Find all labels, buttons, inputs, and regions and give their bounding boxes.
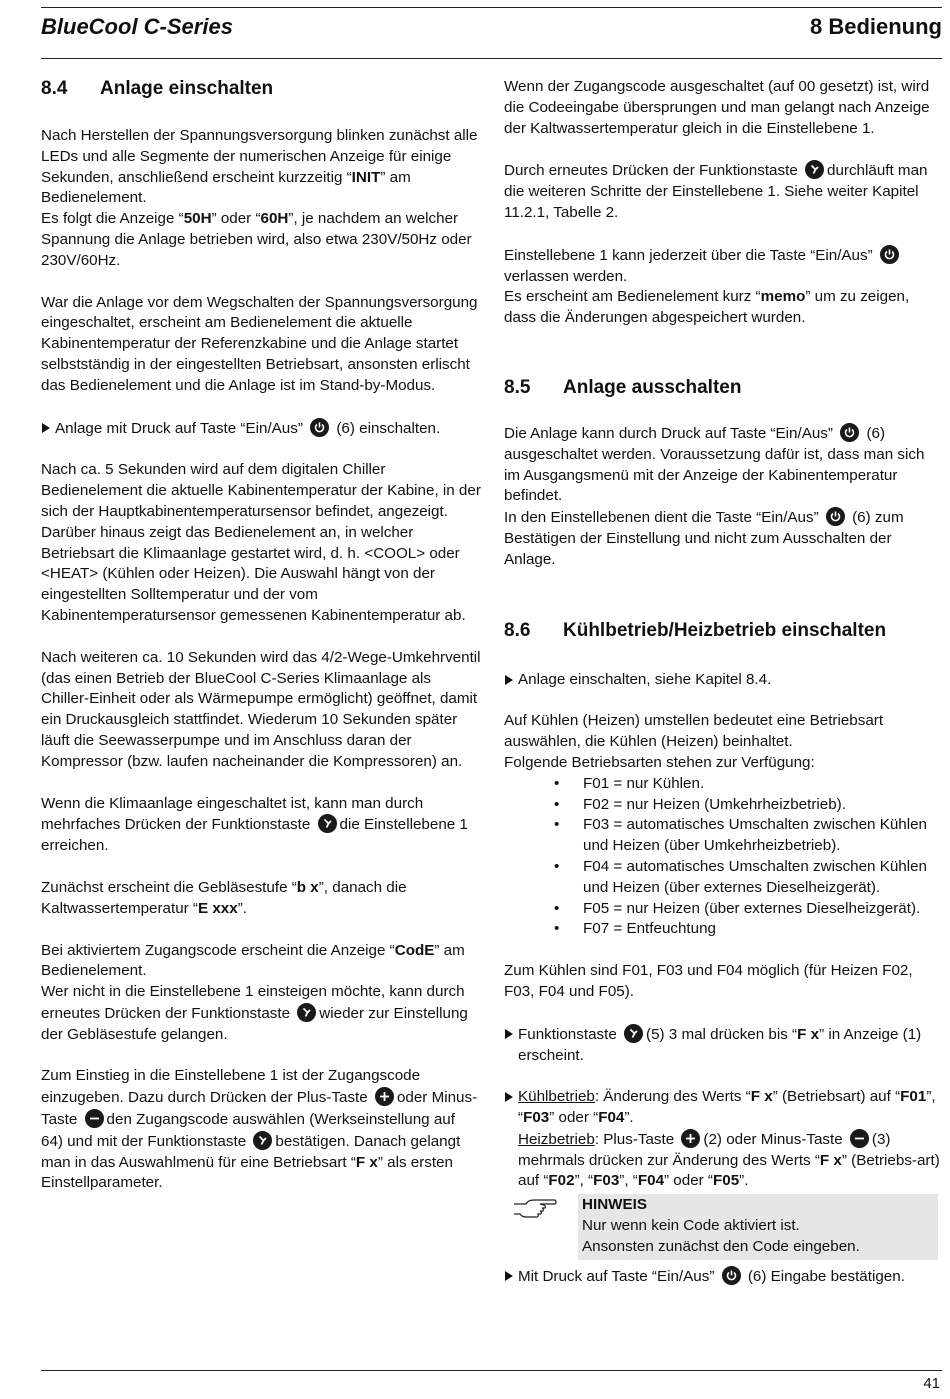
- power-button-icon: [840, 423, 859, 442]
- paragraph: Folgende Betriebsarten stehen zur Verfügung:: [504, 753, 815, 771]
- plus-key-icon: [375, 1087, 394, 1106]
- paragraph: Die Anlage kann durch Druck auf Taste “Ein/Aus” (6) ausgeschaltet werden. Voraussetzung dafür ist, dass man sich im Ausgangsmenü mit der Anzeige der Kabinentemperatur befindet.: [504, 424, 925, 505]
- section-8-5-heading: 8.5 Anlage ausschalten: [504, 376, 742, 398]
- paragraph: Nach weiteren ca. 10 Sekunden wird das 4/2-Wege-Umkehrventil (das einen Betrieb der BlueCool C-Series Klimaanlage als Chiller-Einheit oder als Wärmepumpe ermöglicht) geöffnet, damit ein Druckausgleich stattfindet. Wiederum 10 Sekunden später läuft die Seewasserpumpe und im Anschluss daran der Kompressor (bzw. laufen nacheinander die Kompressoren) an.: [41, 648, 481, 770]
- power-button-icon: [826, 507, 845, 526]
- left-column: [41, 77, 481, 1194]
- instruction-step: Funktionstaste (5) 3 mal drücken bis “F x” in Anzeige (1) erscheint.: [504, 1024, 944, 1067]
- paragraph: Nach Herstellen der Spannungsversorgung blinken zunächst alle LEDs und alle Segmente der numerischen Anzeige für einige Sekunden, anschließend erscheint kurzzeitig “INIT” am Bedienelement.: [41, 127, 478, 207]
- function-key-icon: [253, 1131, 272, 1150]
- pointing-hand-icon: [512, 1194, 558, 1222]
- paragraph: Es erscheint am Bedienelement kurz “memo” um zu zeigen, dass die Änderungen abgespeichert wurden.: [504, 288, 910, 327]
- plus-key-icon: [681, 1129, 700, 1148]
- paragraph: Zunächst erscheint die Gebläsestufe “b x”, danach die Kaltwassertemperatur “E xxx”.: [41, 878, 407, 917]
- function-key-icon: [805, 160, 824, 179]
- note-text: Ansonsten zunächst den Code eingeben.: [582, 1237, 860, 1255]
- paragraph: Auf Kühlen (Heizen) umstellen bedeutet eine Betriebsart auswählen, die Kühlen (Heizen) beinhaltet.: [504, 712, 884, 751]
- section-8-4-heading: 8.4 Anlage einschalten: [41, 78, 274, 99]
- power-button-icon: [310, 418, 329, 437]
- note-text: Nur wenn kein Code aktiviert ist.: [582, 1217, 800, 1235]
- list-item: • F05 = nur Heizen (über externes Dieselheizgerät).: [504, 899, 944, 920]
- paragraph: In den Einstellebenen dient die Taste “Ein/Aus” (6) zum Bestätigen der Einstellung und nicht zum Ausschalten der Anlage.: [504, 509, 904, 568]
- page-header: [41, 7, 942, 59]
- paragraph: Wer nicht in die Einstellebene 1 einsteigen möchte, kann durch erneutes Drücken der Funktionstaste wieder zur Einstellung der Gebläsestufe gelangen.: [41, 983, 468, 1043]
- minus-key-icon: [850, 1129, 869, 1148]
- operating-modes-list: [504, 774, 944, 940]
- document-title: BlueCool C-Series: [41, 14, 233, 39]
- section-8-6-heading: 8.6 Kühlbetrieb/Heizbetrieb einschalten: [504, 619, 887, 641]
- list-item: • F03 = automatisches Umschalten zwischen Kühlen und Heizen (über Umkehrheizbetrieb).: [504, 815, 944, 857]
- list-item: • F04 = automatisches Umschalten zwischen Kühlen und Heizen (über externes Dieselheizgerät).: [504, 857, 944, 899]
- instruction-step: Anlage einschalten, siehe Kapitel 8.4.: [504, 670, 944, 691]
- note-box: [504, 1194, 944, 1259]
- note-title: HINWEIS: [582, 1196, 647, 1214]
- instruction-step: Kühlbetrieb: Änderung des Werts “F x” (Betriebsart) auf “F01”, “F03” oder “F04”. Heizbetrieb: Plus-Taste (2) oder Minus-Taste (3) mehrmals drücken zur Änderung des Werts “F x” (Betriebs-art) auf “F02”, “F03”, “F04” oder “F05”.: [504, 1087, 944, 1192]
- paragraph: Zum Kühlen sind F01, F03 und F04 möglich (für Heizen F02, F03, F04 und F05).: [504, 962, 913, 1000]
- paragraph: Wenn die Klimaanlage eingeschaltet ist, kann man durch mehrfaches Drücken der Funktionstaste die Einstellebene 1 erreichen.: [41, 794, 468, 855]
- paragraph: Durch erneutes Drücken der Funktionstaste durchläuft man die weiteren Schritte der Einstellebene 1. Siehe weiter Kapitel 11.2.1, Tabelle 2.: [504, 162, 928, 221]
- paragraph: Zum Einstieg in die Einstellebene 1 ist der Zugangscode einzugeben. Dazu durch Drücken der Plus-Taste oder Minus-Taste den Zugangscode auswählen (Werkseinstellung auf 64) und mit der Funktionstaste bestätigen. Danach gelangt man in das Auswahlmenü für eine Betriebsart “F x” als ersten Einstellparameter.: [41, 1067, 478, 1192]
- power-button-icon: [880, 245, 899, 264]
- page-number: 41: [923, 1375, 940, 1392]
- function-key-icon: [318, 814, 337, 833]
- paragraph: Bei aktiviertem Zugangscode erscheint die Anzeige “CodE” am Bedienelement.: [41, 941, 465, 980]
- paragraph: Wenn der Zugangscode ausgeschaltet (auf 00 gesetzt) ist, wird die Codeeingabe übersprungen und man gelangt nach Anzeige der Kaltwassertemperatur gleich in die Einstellebene 1.: [504, 78, 930, 137]
- function-key-icon: [624, 1024, 643, 1043]
- paragraph: War die Anlage vor dem Wegschalten der Spannungsversorgung eingeschaltet, erscheint am Bedienelement die aktuelle Kabinentemperatur der Referenzkabine und die Anlage startet selbstständig in der eingestellten Betriebsart, ansonsten erlischt das Bedienelement und die Anlage ist im Stand-by-Modus.: [41, 293, 478, 394]
- minus-key-icon: [85, 1109, 104, 1128]
- function-key-icon: [297, 1003, 316, 1022]
- list-item: • F07 = Entfeuchtung: [504, 919, 944, 940]
- right-column: [504, 77, 944, 1287]
- power-button-icon: [722, 1266, 741, 1285]
- paragraph: Einstellebene 1 kann jederzeit über die Taste “Ein/Aus” verlassen werden.: [504, 245, 944, 288]
- list-item: • F02 = nur Heizen (Umkehrheizbetrieb).: [504, 795, 944, 816]
- instruction-step: Mit Druck auf Taste “Ein/Aus” (6) Eingabe bestätigen.: [504, 1266, 944, 1288]
- instruction-step: Anlage mit Druck auf Taste “Ein/Aus” (6) einschalten.: [41, 418, 481, 440]
- chapter-title: 8 Bedienung: [809, 14, 942, 39]
- list-item: • F01 = nur Kühlen.: [504, 774, 944, 795]
- paragraph: Nach ca. 5 Sekunden wird auf dem digitalen Chiller Bedienelement die aktuelle Kabinentemperatur der Kabine, in der sich der Hauptkabinentemperatursensor befindet, angezeigt. Darüber hinaus zeigt das Bedienelement an, in welcher Betriebsart die Klimaanlage gestartet wird, d. h. <COOL> oder <HEAT> (Kühlen oder Heizen). Die Auswahl hängt von der eingestellten Solltemperatur und der vom Kabinentemperatursensor gemessenen Kabinentemperatur ab.: [41, 461, 481, 624]
- footer-rule: [41, 1370, 942, 1371]
- paragraph: Es folgt die Anzeige “50H” oder “60H”, je nachdem an welcher Spannung die Anlage betrieben wird, also etwa 230V/50Hz oder 230V/60Hz.: [41, 210, 472, 269]
